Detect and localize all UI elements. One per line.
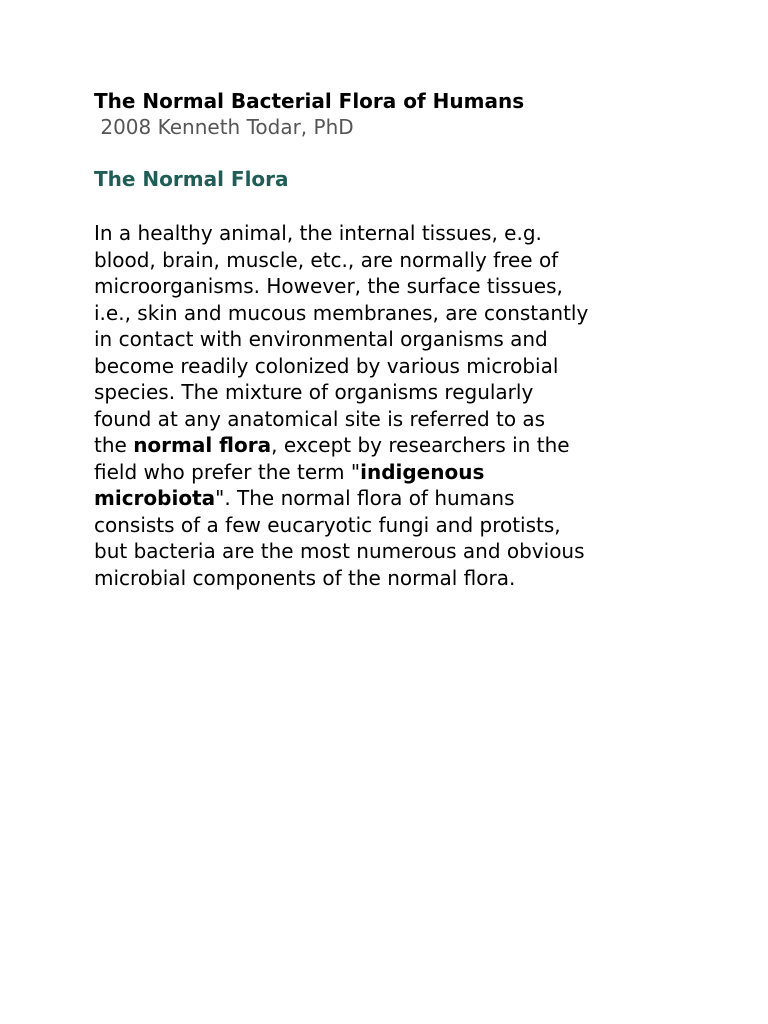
term-normal-flora: normal flora [133, 433, 272, 457]
paragraph-line: consists of a few eucaryotic fungi and protists, [94, 512, 561, 537]
paragraph-line: but bacteria are the most numerous and obvious [94, 539, 585, 563]
paragraph-line: i.e., skin and mucous membranes, are constantly [94, 300, 589, 325]
body-paragraph [94, 220, 684, 591]
paragraph-line [94, 432, 684, 459]
paragraph-line: blood, brain, muscle, etc., are normally free of [94, 247, 559, 272]
section-heading: The Normal Flora [94, 167, 289, 191]
document-title: The Normal Bacterial Flora of Humans [94, 89, 525, 113]
term-indigenous: indigenous [360, 459, 485, 484]
paragraph-line: become readily colonized by various microbial [94, 353, 559, 378]
term-microbiota: microbiota [94, 486, 216, 510]
paragraph-text: , except by researchers in the [271, 433, 570, 457]
paragraph-line: microbial components of the normal flora. [94, 565, 516, 590]
paragraph-line: in contact with environmental organisms and [94, 327, 548, 351]
paragraph-text: ". The normal flora of humans [215, 486, 515, 510]
paragraph-line: found at any anatomical site is referred to as [94, 406, 546, 431]
paragraph-text: field who prefer the term " [94, 459, 361, 484]
paragraph-line: In a healthy animal, the internal tissues, e.g. [94, 221, 542, 245]
document-page [94, 88, 684, 591]
paragraph-line: microorganisms. However, the surface tissues, [94, 274, 563, 298]
paragraph-line: species. The mixture of organisms regularly [94, 380, 534, 404]
paragraph-line [94, 485, 684, 512]
paragraph-line [94, 459, 684, 486]
author-byline: 2008 Kenneth Todar, PhD [94, 115, 354, 139]
paragraph-text: the [94, 433, 134, 457]
